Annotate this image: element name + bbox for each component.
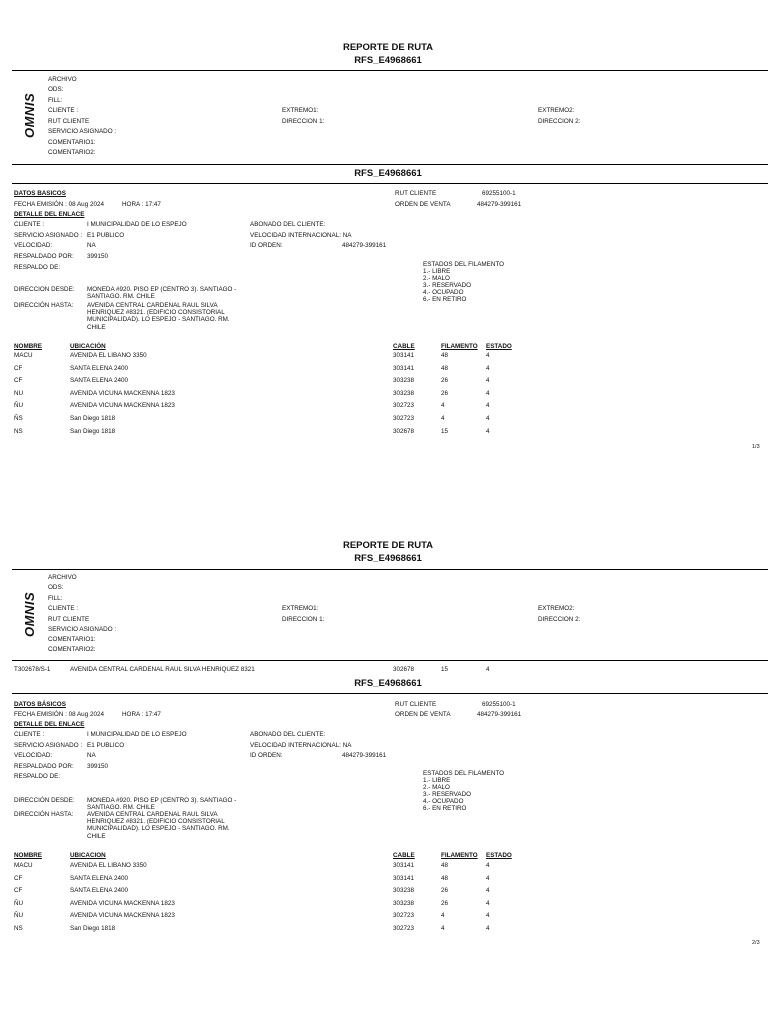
estado-ocupado-2: 4.- OCUPADO xyxy=(423,798,464,806)
cell-ubicacion: San Diego 1818 xyxy=(70,427,116,435)
cell-nombre: NS xyxy=(14,427,23,435)
estado-en-retiro-2: 6.- EN RETIRO xyxy=(423,805,467,813)
cell-nombre: CF xyxy=(14,377,23,385)
section-heading: RFS_E4968661 xyxy=(354,168,422,179)
cell-ubicacion: AVENIDA VICUNA MACKENNA 1823 xyxy=(70,402,175,410)
col-filamento-header: FILAMENTO xyxy=(441,343,478,350)
cell-cable: 303141 xyxy=(393,862,415,869)
field-fill-2: FILL: xyxy=(48,595,63,602)
section-heading-2: RFS_E4968661 xyxy=(354,678,422,689)
cell-cable: 303238 xyxy=(393,899,415,907)
cell-ubicacion: San Diego 1818 xyxy=(70,925,116,932)
cell-nombre: CF xyxy=(14,874,23,882)
respaldo-de-label-2: RESPALDO DE: xyxy=(14,773,61,780)
omnis-logo: OMNIS xyxy=(22,92,37,138)
col-filamento-header-2: FILAMENTO xyxy=(441,852,478,859)
estado-malo: 2.- MALO xyxy=(423,275,450,283)
direccion-desde-label-2: DIRECCIÓN DESDE: xyxy=(14,797,75,804)
cell-estado: 4 xyxy=(486,912,490,920)
velocidad-label-2: VELOCIDAD: xyxy=(14,752,53,759)
direccion-hasta-label: DIRECCIÓN HASTA: xyxy=(14,302,74,309)
estados-filamento-2 xyxy=(423,770,504,812)
cell-cable: 303238 xyxy=(393,887,415,895)
report-code-2: RFS_E4968661 xyxy=(354,553,422,564)
velocidad-value: NA xyxy=(87,242,96,249)
estados-title-2: ESTADOS DEL FILAMENTO xyxy=(423,770,505,777)
cell-ubicacion: SANTA ELENA 2400 xyxy=(70,874,128,882)
extremo1-label: EXTREMO1: xyxy=(282,107,319,114)
extremo1-label-2: EXTREMO1: xyxy=(282,605,319,612)
field-servicio-2: SERVICIO ASIGNADO : xyxy=(48,626,117,633)
direccion1-label: DIRECCION 1: xyxy=(282,118,325,125)
orden-venta-label: ORDEN DE VENTA xyxy=(395,201,451,208)
col-estado-header: ESTADO xyxy=(486,343,512,350)
cell-cable: 303141 xyxy=(393,352,415,359)
extremo2-label-2: EXTREMO2: xyxy=(538,605,575,612)
cell-filamento: 15 xyxy=(441,427,449,435)
cell-nombre: CF xyxy=(14,887,23,895)
estado-reservado: 3.- RESERVADO xyxy=(423,282,472,290)
id-orden-label-2: ID ORDEN: xyxy=(250,752,283,759)
header-divider-bottom-2 xyxy=(12,660,768,661)
cell-filamento: 4 xyxy=(441,415,445,422)
cell-estado: 4 xyxy=(486,925,490,932)
direccion-desde-value-2: MONEDA #920. PISO EP (CENTRO 3). SANTIAGO - SANTIAGO. RM. CHILE xyxy=(87,797,237,812)
id-orden-value-2: 484279-399161 xyxy=(342,752,387,759)
col-cable-header: CABLE xyxy=(393,343,415,350)
cell-ubicacion: AVENIDA EL LIBANO 3350 xyxy=(70,862,147,869)
estado-malo-2: 2.- MALO xyxy=(423,784,450,792)
omnis-logo-2: OMNIS xyxy=(22,591,37,637)
direccion-desde-value: MONEDA #920. PISO EP (CENTRO 3). SANTIAGO - SANTIAGO. RM. CHILE xyxy=(87,286,237,301)
cell-filamento: 48 xyxy=(441,352,449,359)
section-divider-2 xyxy=(12,693,768,694)
field-comentario2-2: COMENTARIO2: xyxy=(48,646,96,653)
fecha-emision: FECHA EMISIÓN : 08 Aug 2024 xyxy=(14,201,104,208)
cell-filamento: 4 xyxy=(441,402,445,410)
cell-nombre: MACU xyxy=(14,352,33,359)
carry-row-ubicacion: AVENIDA CENTRAL CARDENAL RAUL SILVA HENRIQUEZ 8321 xyxy=(70,666,255,673)
orden-venta-value-2: 484279-399161 xyxy=(477,711,522,718)
cell-estado: 4 xyxy=(486,415,490,422)
cell-cable: 302678 xyxy=(393,427,415,435)
field-ods-2: ODS: xyxy=(48,584,64,591)
cell-cable: 303238 xyxy=(393,377,415,385)
cell-filamento: 4 xyxy=(441,925,445,932)
cell-nombre: NS xyxy=(14,925,23,932)
rut-cliente-value: 69255100-1 xyxy=(482,190,516,197)
cell-estado: 4 xyxy=(486,862,490,869)
header-divider-top-2 xyxy=(12,569,768,570)
direccion2-label-2: DIRECCION 2: xyxy=(538,616,581,623)
detalle-enlace-heading: DETALLE DEL ENLACE xyxy=(14,211,85,218)
cell-filamento: 26 xyxy=(441,887,449,895)
cell-filamento: 26 xyxy=(441,377,449,385)
direccion-desde-label: DIRECCION DESDE: xyxy=(14,286,75,293)
cell-estado: 4 xyxy=(486,389,490,397)
respaldado-por-value: 399150 xyxy=(87,253,109,260)
cell-cable: 303141 xyxy=(393,874,415,882)
estado-libre-2: 1.- LIBRE xyxy=(423,777,451,785)
cell-nombre: ÑU xyxy=(14,912,24,920)
col-cable-header-2: CABLE xyxy=(393,852,415,859)
field-comentario1-2: COMENTARIO1: xyxy=(48,636,96,643)
field-archivo: ARCHIVO xyxy=(48,76,77,83)
cell-nombre: ÑS xyxy=(14,415,23,422)
field-cliente: CLIENTE : xyxy=(48,107,79,114)
report-code: RFS_E4968661 xyxy=(354,55,422,66)
respaldado-por-label: RESPALDADO POR: xyxy=(14,253,74,260)
cell-estado: 4 xyxy=(486,427,490,435)
carry-row-nombre: T302678/S-1 xyxy=(14,666,51,673)
cell-cable: 302723 xyxy=(393,415,415,422)
cell-cable: 302723 xyxy=(393,925,415,932)
report-title: REPORTE DE RUTA xyxy=(342,42,434,53)
cell-ubicacion: AVENIDA VICUNA MACKENNA 1823 xyxy=(70,912,175,920)
cliente-label: CLIENTE : xyxy=(14,221,45,228)
cliente-value-2: I MUNICIPALIDAD DE LO ESPEJO xyxy=(87,731,187,738)
cell-estado: 4 xyxy=(486,899,490,907)
cell-nombre: ÑU xyxy=(14,402,24,410)
velocidad-label: VELOCIDAD: xyxy=(14,242,53,249)
section-divider xyxy=(12,183,768,184)
cell-estado: 4 xyxy=(486,874,490,882)
cell-nombre: CF xyxy=(14,364,23,372)
cell-ubicacion: SANTA ELENA 2400 xyxy=(70,377,128,385)
id-orden-value: 484279-399161 xyxy=(342,242,387,249)
cell-filamento: 26 xyxy=(441,389,449,397)
col-ubicacion-header-2: UBICACION xyxy=(70,852,106,859)
direccion2-label: DIRECCION 2: xyxy=(538,118,581,125)
cell-ubicacion: SANTA ELENA 2400 xyxy=(70,887,128,895)
cell-filamento: 4 xyxy=(441,912,445,920)
field-fill: FILL: xyxy=(48,97,63,104)
page-number-1: 1/3 xyxy=(752,444,760,450)
cell-filamento: 48 xyxy=(441,874,449,882)
cell-filamento: 48 xyxy=(441,862,449,869)
field-cliente-2: CLIENTE : xyxy=(48,605,79,612)
cell-estado: 4 xyxy=(486,402,490,410)
respaldo-de-label: RESPALDO DE: xyxy=(14,264,61,271)
datos-basicos-heading: DATOS BASICOS xyxy=(14,190,66,197)
cell-ubicacion: AVENIDA EL LIBANO 3350 xyxy=(70,352,147,359)
orden-venta-label-2: ORDEN DE VENTA xyxy=(395,711,451,718)
estado-reservado-2: 3.- RESERVADO xyxy=(423,791,472,799)
field-servicio: SERVICIO ASIGNADO : xyxy=(48,128,117,135)
carry-row-estado: 4 xyxy=(486,666,490,673)
header-divider-top xyxy=(12,70,768,71)
velocidad-internacional: VELOCIDAD INTERNACIONAL: NA xyxy=(250,232,352,239)
direccion1-label-2: DIRECCION 1: xyxy=(282,616,325,623)
cell-ubicacion: AVENIDA VICUNA MACKENNA 1823 xyxy=(70,389,175,397)
hora-2: HORA : 17:47 xyxy=(122,711,161,718)
cell-nombre: MACU xyxy=(14,862,33,869)
cliente-value: I MUNICIPALIDAD DE LO ESPEJO xyxy=(87,221,187,228)
cell-cable: 302723 xyxy=(393,402,415,410)
report-title-2: REPORTE DE RUTA xyxy=(342,540,434,551)
cell-filamento: 26 xyxy=(441,899,449,907)
cliente-label-2: CLIENTE : xyxy=(14,731,45,738)
respaldado-por-value-2: 399150 xyxy=(87,763,109,770)
direccion-hasta-label-2: DIRECCIÓN HASTA: xyxy=(14,811,74,818)
hora: HORA : 17:47 xyxy=(122,201,161,208)
datos-basicos-heading-2: DATOS BÁSICOS xyxy=(14,701,66,708)
cell-cable: 303238 xyxy=(393,389,415,397)
cell-filamento: 48 xyxy=(441,364,449,372)
carry-row-cable: 302678 xyxy=(393,666,415,673)
cell-ubicacion: AVENIDA VICUNA MACKENNA 1823 xyxy=(70,899,175,907)
cell-estado: 4 xyxy=(486,352,490,359)
col-nombre-header-2: NOMBRE xyxy=(14,852,42,859)
field-rut-cliente-2: RUT CLIENTE xyxy=(48,616,90,623)
estados-filamento xyxy=(423,261,504,303)
estado-en-retiro: 6.- EN RETIRO xyxy=(423,296,467,304)
rut-cliente-value-2: 69255100-1 xyxy=(482,701,516,708)
carry-row-filamento: 15 xyxy=(441,666,449,673)
servicio-label-2: SERVICIO ASIGNADO : xyxy=(14,742,83,749)
cell-cable: 303141 xyxy=(393,364,415,372)
cell-estado: 4 xyxy=(486,887,490,895)
estado-libre: 1.- LIBRE xyxy=(423,268,451,276)
servicio-value: E1 PUBLICO xyxy=(87,232,125,239)
col-ubicacion-header: UBICACIÓN xyxy=(70,343,106,350)
field-comentario2: COMENTARIO2: xyxy=(48,149,96,156)
extremo2-label: EXTREMO2: xyxy=(538,107,575,114)
cell-ubicacion: SANTA ELENA 2400 xyxy=(70,364,128,372)
id-orden-label: ID ORDEN: xyxy=(250,242,283,249)
cell-estado: 4 xyxy=(486,364,490,372)
field-ods: ODS: xyxy=(48,86,64,93)
col-estado-header-2: ESTADO xyxy=(486,852,512,859)
abonado-label: ABONADO DEL CLIENTE: xyxy=(250,221,326,228)
cell-nombre: ÑU xyxy=(14,899,24,907)
field-rut-cliente: RUT CLIENTE xyxy=(48,118,90,125)
cell-ubicacion: San Diego 1818 xyxy=(70,415,116,422)
header-divider-bottom xyxy=(12,164,768,165)
fecha-emision-2: FECHA EMISIÓN : 08 Aug 2024 xyxy=(14,711,104,718)
rut-cliente-label: RUT CLIENTE xyxy=(395,190,437,197)
detalle-enlace-heading-2: DETALLE DEL ENLACE xyxy=(14,721,85,728)
servicio-value-2: E1 PUBLICO xyxy=(87,742,125,749)
estados-title: ESTADOS DEL FILAMENTO xyxy=(423,261,505,268)
rut-cliente-label-2: RUT CLIENTE xyxy=(395,701,437,708)
orden-venta-value: 484279-399161 xyxy=(477,201,522,208)
estado-ocupado: 4.- OCUPADO xyxy=(423,289,464,297)
cell-cable: 302723 xyxy=(393,912,415,920)
direccion-hasta-value: AVENIDA CENTRAL CARDENAL RAUL SILVA HENRIQUEZ #8321. (EDIFICIO CONSISTORIAL MUNICIPALIDAD). LO ESPEJO - SANTIAGO. RM. CHILE xyxy=(87,302,230,331)
direccion-hasta-value-2: AVENIDA CENTRAL CARDENAL RAUL SILVA HENRIQUEZ #8321. (EDIFICIO CONSISTORIAL MUNICIPALIDAD). LO ESPEJO - SANTIAGO. RM. CHILE xyxy=(87,811,230,840)
servicio-label: SERVICIO ASIGNADO : xyxy=(14,232,83,239)
cell-nombre: NU xyxy=(14,389,24,397)
page-number-2: 2/3 xyxy=(752,940,760,946)
respaldado-por-label-2: RESPALDADO POR: xyxy=(14,763,74,770)
velocidad-value-2: NA xyxy=(87,752,96,759)
velocidad-internacional-2: VELOCIDAD INTERNACIONAL: NA xyxy=(250,742,352,749)
field-archivo-2: ARCHIVO xyxy=(48,574,77,581)
cell-estado: 4 xyxy=(486,377,490,385)
abonado-label-2: ABONADO DEL CLIENTE: xyxy=(250,731,326,738)
col-nombre-header: NOMBRE xyxy=(14,343,42,350)
field-comentario1: COMENTARIO1: xyxy=(48,139,96,146)
